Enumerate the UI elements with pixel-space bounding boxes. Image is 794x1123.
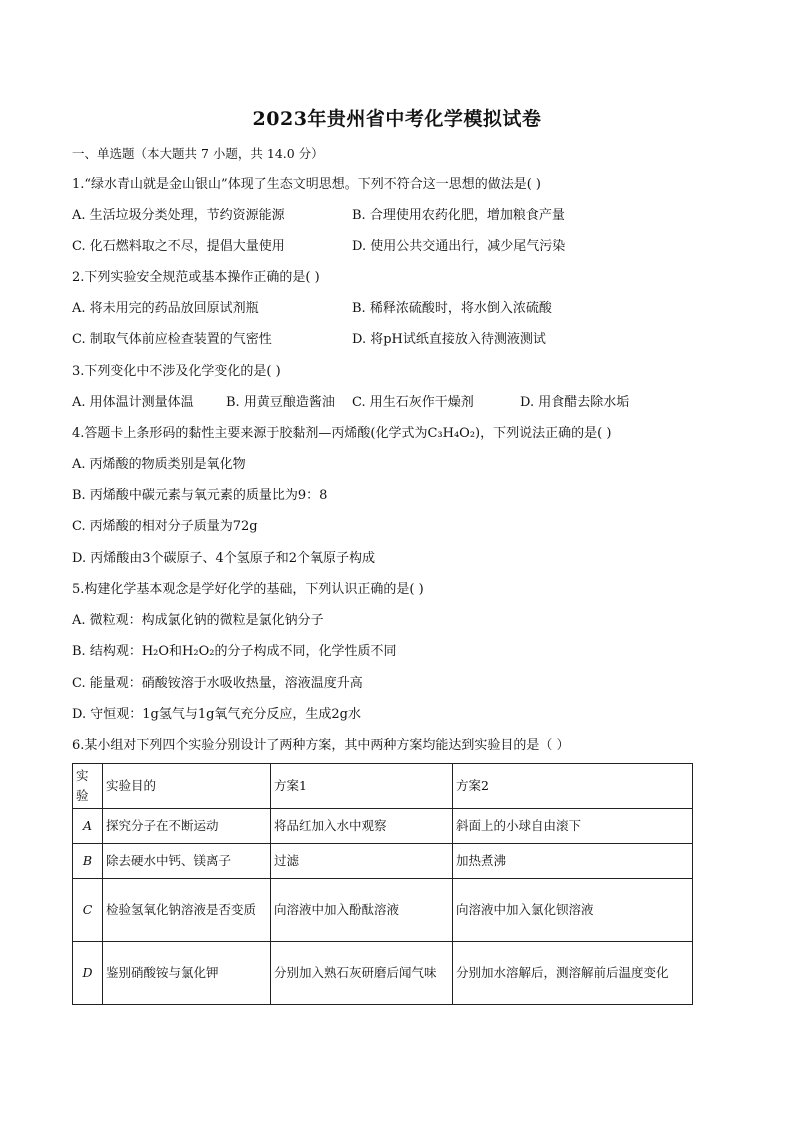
question-2-option-b: B. 稀释浓硫酸时，将水倒入浓硫酸 [352, 301, 552, 316]
question-2-option-d: D. 将pH试纸直接放入待测液测试 [352, 332, 546, 347]
question-3-option-d: D. 用食醋去除水垢 [520, 395, 630, 410]
table-header-cell: 方案1 [271, 764, 453, 809]
question-1-option-b: B. 合理使用农药化肥，增加粮食产量 [352, 208, 565, 223]
table-header-cell: 实验目的 [103, 764, 271, 809]
table-cell: 鉴别硝酸铵与氯化钾 [103, 942, 271, 1005]
table-cell: 分别加入熟石灰研磨后闻气味 [271, 942, 453, 1005]
question-4-stem: 4.答题卡上条形码的黏性主要来源于胶黏剂—丙烯酸(化学式为C₃H₄O₂)，下列说法正确的是( ) [72, 426, 612, 441]
table-cell: 探究分子在不断运动 [103, 809, 271, 844]
page-title: 2023年贵州省中考化学模拟试卷 [252, 108, 542, 130]
question-4-option-b: B. 丙烯酸中碳元素与氧元素的质量比为9：8 [72, 488, 328, 503]
table-row [73, 809, 693, 844]
table-cell: 除去硬水中钙、镁离子 [103, 844, 271, 879]
table-cell: 向溶液中加入氯化钡溶液 [453, 879, 693, 942]
question-4-option-a: A. 丙烯酸的物质类别是氧化物 [72, 457, 246, 472]
table-row [73, 879, 693, 942]
table-header-row [73, 764, 693, 809]
question-2-option-c: C. 制取气体前应检查装置的气密性 [72, 332, 272, 347]
question-1-stem: 1.“绿水青山就是金山银山”体现了生态文明思想。下列不符合这一思想的做法是( ) [72, 177, 541, 192]
table-cell-label: C [73, 879, 103, 942]
table-row [73, 844, 693, 879]
question-4-option-d: D. 丙烯酸由3个碳原子、4个氢原子和2个氧原子构成 [72, 551, 376, 566]
table-header-cell: 方案2 [453, 764, 693, 809]
question-3-option-a: A. 用体温计测量体温 [72, 395, 194, 410]
question-3-option-c: C. 用生石灰作干燥剂 [352, 395, 474, 410]
table-cell-label: B [73, 844, 103, 879]
question-3-stem: 3.下列变化中不涉及化学变化的是( ) [72, 364, 281, 379]
question-5-option-d: D. 守恒观：1g氢气与1g氧气充分反应，生成2g水 [72, 707, 362, 722]
table-cell-label: A [73, 809, 103, 844]
question-5-stem: 5.构建化学基本观念是学好化学的基础，下列认识正确的是( ) [72, 582, 424, 597]
table-cell: 加热煮沸 [453, 844, 693, 879]
question-5-option-c: C. 能量观：硝酸铵溶于水吸收热量，溶液温度升高 [72, 676, 363, 691]
question-5-option-b: B. 结构观：H₂O和H₂O₂的分子构成不同，化学性质不同 [72, 644, 397, 659]
question-6-stem: 6.某小组对下列四个实验分别设计了两种方案，其中两种方案均能达到实验目的是（ ） [72, 738, 570, 753]
table-cell: 向溶液中加入酚酞溶液 [271, 879, 453, 942]
table-cell: 分别加水溶解后，测溶解前后温度变化 [453, 942, 693, 1005]
question-5-option-a: A. 微粒观：构成氯化钠的微粒是氯化钠分子 [72, 613, 324, 628]
experiment-table [72, 763, 693, 1005]
question-4-option-c: C. 丙烯酸的相对分子质量为72g [72, 519, 258, 534]
question-1-option-d: D. 使用公共交通出行，减少尾气污染 [352, 239, 566, 254]
table-row [73, 942, 693, 1005]
section-heading: 一、单选题（本大题共 7 小题，共 14.0 分） [72, 146, 324, 161]
table-cell-label: D [73, 942, 103, 1005]
table-cell: 将品红加入水中观察 [271, 809, 453, 844]
table-cell: 过滤 [271, 844, 453, 879]
question-1-option-c: C. 化石燃料取之不尽，提倡大量使用 [72, 239, 285, 254]
question-2-stem: 2.下列实验安全规范或基本操作正确的是( ) [72, 270, 320, 285]
question-3-option-b: B. 用黄豆酿造酱油 [226, 395, 335, 410]
table-cell: 斜面上的小球自由滚下 [453, 809, 693, 844]
question-2-option-a: A. 将未用完的药品放回原试剂瓶 [72, 301, 259, 316]
question-1-option-a: A. 生活垃圾分类处理，节约资源能源 [72, 208, 285, 223]
table-header-cell: 实验 [73, 764, 103, 809]
table-cell: 检验氢氧化钠溶液是否变质 [103, 879, 271, 942]
